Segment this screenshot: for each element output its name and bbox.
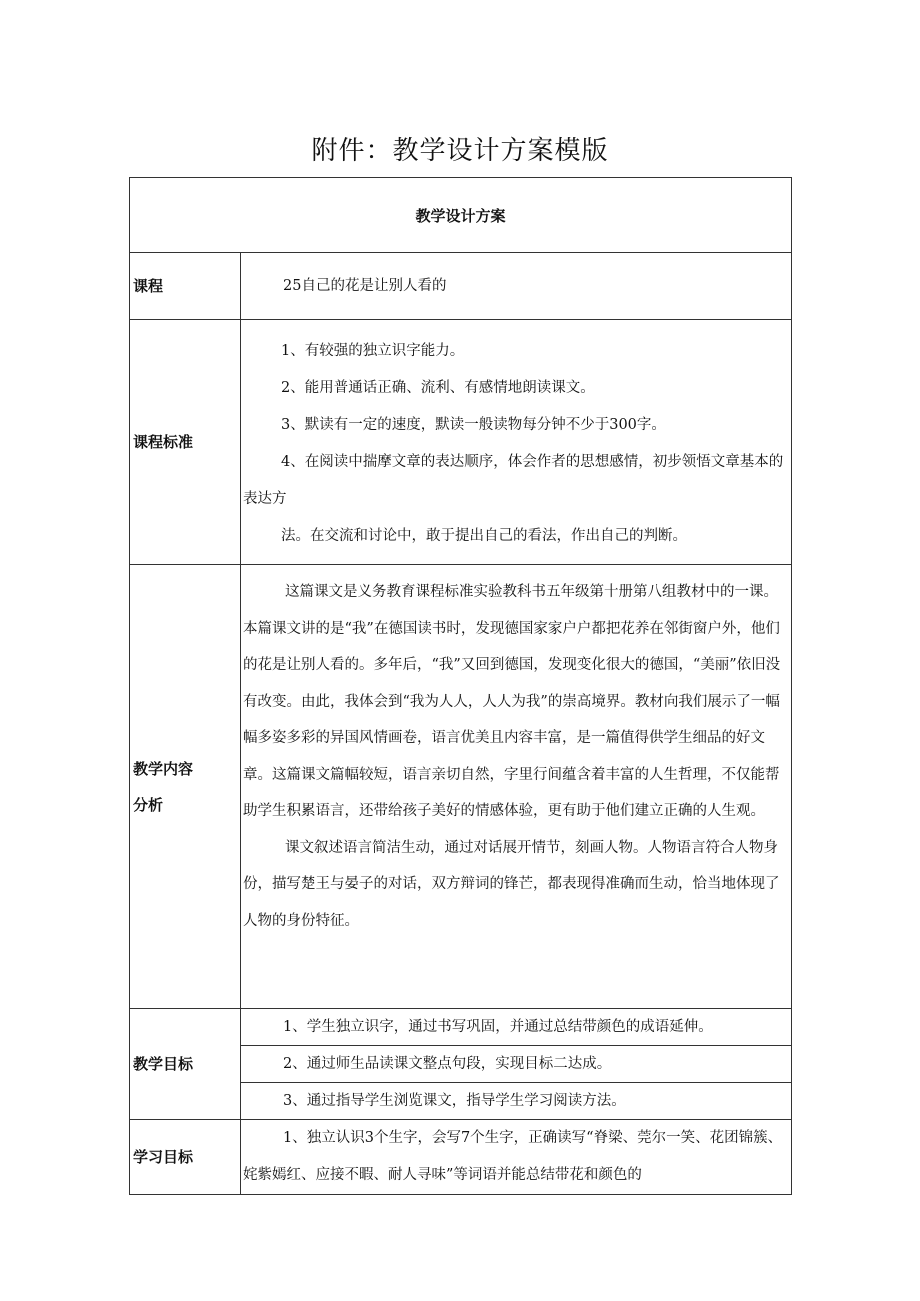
course-value: 25自己的花是让别人看的: [283, 277, 447, 294]
lesson-plan-table: [129, 177, 792, 1195]
standards-item: 法。在交流和讨论中，敢于提出自己的看法，作出自己的判断。: [281, 528, 687, 544]
teaching-goal-item: 3、通过指导学生浏览课文，指导学生学习阅读方法。: [283, 1093, 626, 1109]
table-title-row: [130, 178, 792, 253]
teaching-goals-label: 教学目标: [130, 1009, 241, 1120]
analysis-label: [130, 565, 241, 1009]
teaching-goal-cell: [241, 1083, 792, 1120]
analysis-label-line: 教学内容: [133, 759, 194, 778]
standards-label: 课程标准: [130, 320, 241, 565]
teaching-goal-row: [130, 1009, 792, 1046]
teaching-goal-item: 1、学生独立识字，通过书写巩固，并通过总结带颜色的成语延伸。: [283, 1019, 713, 1035]
analysis-label-line: 分析: [133, 795, 164, 814]
learning-goal-row: [130, 1120, 792, 1195]
standards-item: 2、能用普通话正确、流利、有感情地朗读课文。: [281, 380, 595, 396]
table-title: 教学设计方案: [130, 178, 792, 253]
course-cell: [241, 253, 792, 320]
teaching-goal-cell: [241, 1009, 792, 1046]
analysis-row: [130, 565, 792, 1009]
analysis-paragraph: 这篇课文是义务教育课程标准实验教科书五年级第十册第八组教材中的一课。本篇课文讲的是“我”在德国读书时，发现德国家家户户都把花养在邻街窗户外，他们的花是让别人看的。多年后，“我”又回到德国，发现变化很大的德国，“美丽”依旧没有改变。由此，我体会到“我为人人，人人为我”的崇高境界。教材向我们展示了一幅幅多姿多彩的异国风情画卷，语言优美且内容丰富，是一篇值得供学生细品的好文章。这篇课文篇幅较短，语言亲切自然，字里行间蕴含着丰富的人生哲理，不仅能帮助学生积累语言，还带给孩子美好的情感体验，更有助于他们建立正确的人生观。: [243, 584, 781, 819]
teaching-goal-cell: [241, 1046, 792, 1083]
standards-cell: [241, 320, 792, 565]
standards-item: 3、默读有一定的速度，默读一般读物每分钟不少于300字。: [281, 417, 666, 433]
document-title: 附件：教学设计方案模版: [311, 136, 609, 166]
analysis-paragraph: 课文叙述语言简洁生动，通过对话展开情节，刻画人物。人物语言符合人物身份，描写楚王与晏子的对话，双方辩词的锋芒，都表现得准确而生动，恰当地体现了人物的身份特征。: [243, 839, 780, 929]
course-row: [130, 253, 792, 320]
standards-item: 4、在阅读中揣摩文章的表达顺序，体会作者的思想感情，初步领悟文章基本的表达方: [243, 454, 784, 507]
learning-goals-label: 学习目标: [130, 1120, 241, 1195]
analysis-cell: [241, 565, 792, 1009]
course-label: 课程: [130, 253, 241, 320]
teaching-goal-item: 2、通过师生品读课文整点句段，实现目标二达成。: [283, 1056, 612, 1072]
standards-item: 1、有较强的独立识字能力。: [281, 343, 465, 359]
learning-goal-cell: [241, 1120, 792, 1195]
standards-row: [130, 320, 792, 565]
learning-goal-text: 1、独立认识3个生字，会写7个生字，正确读写“脊梁、莞尔一笑、花团锦簇、姹紫嫣红、应接不暇、耐人寻味”等词语并能总结带花和颜色的: [243, 1130, 783, 1183]
